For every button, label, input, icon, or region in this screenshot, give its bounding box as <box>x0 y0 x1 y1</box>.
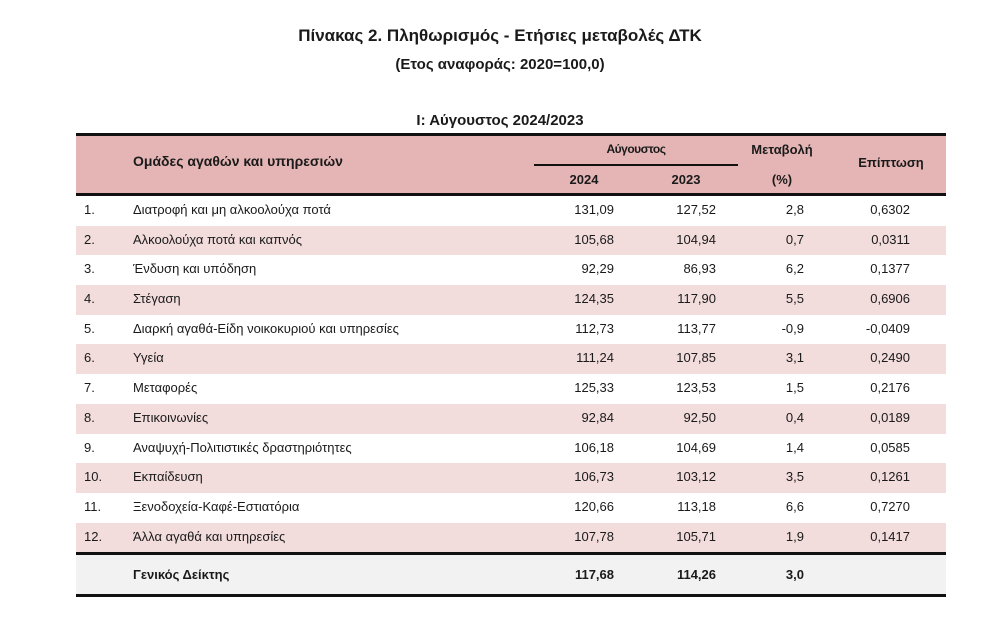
row-number: 11. <box>84 498 102 514</box>
row-number: 5. <box>84 320 95 336</box>
row-name: Ξενοδοχεία-Καφέ-Εστιατόρια <box>133 498 300 514</box>
row-change: 1,5 <box>785 380 804 396</box>
row-impact: 0,0311 <box>871 231 910 247</box>
row-name: Ένδυση και υπόδηση <box>133 261 257 277</box>
row-impact: 0,2176 <box>870 380 910 396</box>
header-year-2023: 2023 <box>671 172 701 187</box>
row-number: 8. <box>84 409 95 425</box>
row-number: 12. <box>84 528 103 544</box>
row-number: 4. <box>84 291 95 307</box>
row-impact: 0,2490 <box>870 350 910 366</box>
table-row <box>76 255 946 285</box>
row-2024: 107,78 <box>574 528 614 544</box>
header-year-2024: 2024 <box>569 172 599 187</box>
table-row <box>76 374 946 404</box>
row-2023: 117,90 <box>677 291 716 307</box>
row-2023: 113,18 <box>677 498 716 514</box>
table-row <box>76 463 946 493</box>
row-change: 3,1 <box>785 350 804 366</box>
row-change: -0,9 <box>781 320 804 336</box>
table-row <box>76 404 946 434</box>
row-name: Επικοινωνίες <box>133 409 209 425</box>
row-number: 3. <box>84 261 95 277</box>
row-impact: 0,1261 <box>870 469 910 485</box>
table-row <box>76 315 946 345</box>
table-row <box>76 434 946 464</box>
row-change: 6,2 <box>785 261 804 277</box>
row-2023: 113,77 <box>677 320 716 336</box>
row-2024: 131,09 <box>574 202 614 217</box>
row-name: Υγεία <box>133 350 164 366</box>
row-change: 0,7 <box>785 231 804 247</box>
row-2024: 92,29 <box>581 261 614 277</box>
row-number: 7. <box>84 380 95 396</box>
table-header <box>76 133 946 196</box>
row-number: 9. <box>84 439 95 455</box>
row-name: Διατροφή και μη αλκοολούχα ποτά <box>133 202 331 217</box>
total-name: Γενικός Δείκτης <box>133 567 230 583</box>
row-name: Εκπαίδευση <box>133 469 203 485</box>
row-impact: 0,6302 <box>870 202 910 217</box>
total-2024: 117,68 <box>574 567 614 583</box>
table-row <box>76 196 946 226</box>
header-change: Μεταβολή <box>751 142 813 157</box>
row-impact: 0,0189 <box>870 409 910 425</box>
row-2023: 92,50 <box>683 409 716 425</box>
table-subtitle: (Ετος αναφοράς: 2020=100,0) <box>395 56 605 73</box>
header-groups: Ομάδες αγαθών και υπηρεσιών <box>133 153 343 169</box>
row-change: 5,5 <box>785 291 804 307</box>
row-change: 2,8 <box>785 202 804 217</box>
row-change: 6,6 <box>785 498 804 514</box>
row-2024: 125,33 <box>574 380 614 396</box>
row-name: Άλλα αγαθά και υπηρεσίες <box>133 528 286 544</box>
table-title: Πίνακας 2. Πληθωρισμός - Ετήσιες μεταβολές ΔΤΚ <box>298 26 702 45</box>
row-2023: 104,94 <box>676 231 716 247</box>
row-name: Αλκοολούχα ποτά και καπνός <box>133 231 303 247</box>
row-change: 0,4 <box>785 409 804 425</box>
row-impact: 0,0585 <box>870 439 910 455</box>
table-row <box>76 493 946 523</box>
row-2024: 105,68 <box>574 231 614 247</box>
row-name: Μεταφορές <box>133 380 198 396</box>
row-impact: 0,7270 <box>870 498 910 514</box>
row-2024: 111,24 <box>576 350 614 366</box>
table-row <box>76 523 946 553</box>
row-2024: 120,66 <box>574 498 614 514</box>
table-body <box>76 196 946 552</box>
row-2023: 103,12 <box>676 469 716 485</box>
row-2023: 104,69 <box>676 439 716 455</box>
row-change: 1,9 <box>785 528 804 544</box>
header-divider <box>534 164 738 166</box>
row-2024: 92,84 <box>581 409 614 425</box>
row-2023: 105,71 <box>676 528 716 544</box>
row-2024: 106,73 <box>574 469 614 485</box>
row-number: 6. <box>84 350 95 366</box>
row-change: 3,5 <box>785 469 804 485</box>
row-name: Αναψυχή-Πολιτιστικές δραστηριότητες <box>133 439 352 455</box>
row-name: Διαρκή αγαθά-Είδη νοικοκυριού και υπηρεσίες <box>133 320 399 336</box>
row-2023: 127,52 <box>676 202 716 217</box>
header-change-unit: (%) <box>771 172 793 187</box>
row-2024: 106,18 <box>574 439 614 455</box>
header-month: Αύγουστος <box>606 142 666 156</box>
row-impact: -0,0409 <box>865 320 910 336</box>
total-2023: 114,26 <box>676 567 716 583</box>
row-2024: 112,73 <box>575 320 614 336</box>
total-row <box>76 552 946 597</box>
row-name: Στέγαση <box>133 291 181 307</box>
total-change: 3,0 <box>785 567 804 583</box>
table-row <box>76 344 946 374</box>
row-change: 1,4 <box>785 439 804 455</box>
row-impact: 0,1377 <box>870 261 910 277</box>
row-impact: 0,6906 <box>870 291 910 307</box>
section-title: Ι: Αύγουστος 2024/2023 <box>416 112 584 129</box>
row-2023: 107,85 <box>676 350 716 366</box>
row-impact: 0,1417 <box>870 528 910 544</box>
table-row <box>76 285 946 315</box>
row-2023: 123,53 <box>676 380 716 396</box>
header-impact: Επίπτωση <box>858 155 924 170</box>
row-number: 10. <box>84 469 103 485</box>
row-2023: 86,93 <box>683 261 716 277</box>
row-number: 1. <box>84 202 95 217</box>
row-number: 2. <box>84 231 95 247</box>
row-2024: 124,35 <box>574 291 614 307</box>
table-row <box>76 226 946 256</box>
cpi-table <box>76 133 946 597</box>
